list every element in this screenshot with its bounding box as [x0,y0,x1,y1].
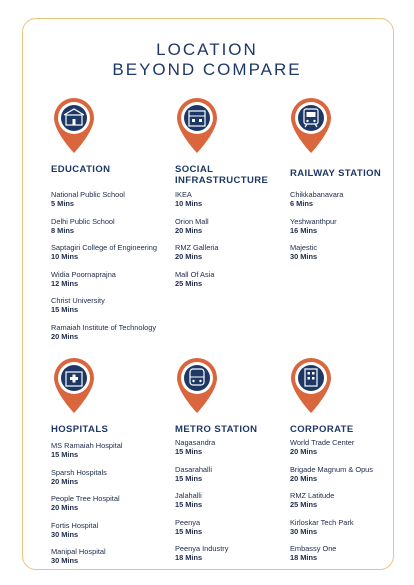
list-item [175,190,219,208]
place-name: Ramaiah Institute of Technology [51,322,157,332]
list-item [51,494,122,512]
travel-time: 30 Mins [290,252,318,261]
travel-time: 25 Mins [175,278,203,288]
place-name: National Public School [51,190,125,199]
category-title: HOSPITALS [51,424,109,435]
list-item [175,438,228,456]
travel-time: 15 Mins [51,450,79,459]
place-name: Jalahalli [175,491,202,500]
travel-time: 20 Mins [51,331,79,341]
place-name: Widia Poornaprajna [51,269,116,279]
category-items [290,438,373,571]
travel-time: 15 Mins [175,473,203,483]
category-items [290,190,343,270]
travel-time: 20 Mins [51,476,79,486]
list-item [290,190,343,208]
travel-time: 25 Mins [290,500,318,509]
category-title: RAILWAY STATION [290,168,382,179]
school-icon [51,96,97,154]
travel-time: 10 Mins [51,252,79,261]
place-name: Yeshwanthpur [290,216,337,226]
list-item [51,468,122,486]
list-item [290,217,343,235]
travel-time: 15 Mins [175,526,203,536]
metro-icon [174,356,220,414]
place-name: Peenya Industry [175,544,229,553]
category-items [51,190,157,349]
list-item [290,243,343,261]
travel-time: 6 Mins [290,199,313,208]
place-name: RMZ Latitude [290,491,335,500]
place-name: Majestic [290,243,318,252]
travel-time: 20 Mins [290,473,318,483]
place-name: Mall Of Asia [175,269,215,279]
travel-time: 10 Mins [175,199,203,208]
list-item [175,243,219,261]
travel-time: 15 Mins [51,305,79,314]
place-name: Christ University [51,296,105,305]
place-name: RMZ Galleria [175,243,219,252]
place-name: Embassy One [290,544,337,553]
list-item [290,491,373,509]
list-item [175,465,228,483]
travel-time: 18 Mins [290,553,318,562]
list-item [175,217,219,235]
place-name: Delhi Public School [51,216,115,226]
place-name: Kirloskar Tech Park [290,517,354,527]
list-item [175,518,228,536]
list-item [290,518,373,536]
list-item [175,270,219,288]
place-name: Sparsh Hospitals [51,467,107,477]
list-item [51,217,157,235]
travel-time: 18 Mins [175,553,203,562]
list-item [51,521,122,539]
list-item [290,438,373,456]
page-title-line1: LOCATION [156,40,258,59]
travel-time: 8 Mins [51,225,74,235]
travel-time: 15 Mins [175,500,203,509]
list-item [51,270,157,288]
travel-time: 20 Mins [175,252,203,261]
list-item [290,465,373,483]
place-name: Nagasandra [175,438,216,447]
list-item [51,323,157,341]
page-title-line2: BEYOND COMPARE [112,60,302,79]
train-icon [288,96,334,154]
place-name: Peenya [175,517,201,527]
place-name: Fortis Hospital [51,520,99,530]
travel-time: 12 Mins [51,278,79,288]
list-item [290,544,373,562]
travel-time: 30 Mins [51,556,79,565]
category-title: EDUCATION [51,164,111,175]
place-name: Chikkabanavara [290,190,344,199]
list-item [51,296,157,314]
list-item [175,544,228,562]
place-name: IKEA [175,190,192,199]
category-items [51,441,122,574]
list-item [51,190,157,208]
category-items [175,190,219,296]
list-item [51,243,157,261]
travel-time: 30 Mins [51,529,79,539]
travel-time: 20 Mins [51,503,79,512]
place-name: Brigade Magnum & Opus [290,464,373,474]
travel-time: 20 Mins [290,447,318,456]
mall-icon [174,96,220,154]
list-item [175,491,228,509]
place-name: Orion Mall [175,216,209,226]
category-title: CORPORATE [290,424,354,435]
list-item [51,441,122,459]
office-icon [288,356,334,414]
place-name: People Tree Hospital [51,494,120,503]
travel-time: 15 Mins [175,447,203,456]
hospital-icon [51,356,97,414]
place-name: MS Ramaiah Hospital [51,441,123,450]
category-title: METRO STATION [175,424,258,435]
place-name: Dasarahalli [175,464,212,474]
category-title: SOCIAL INFRASTRUCTURE [175,164,269,186]
travel-time: 5 Mins [51,199,74,208]
place-name: Saptagiri College of Engineering [51,243,158,252]
travel-time: 20 Mins [175,225,203,235]
place-name: World Trade Center [290,438,355,447]
travel-time: 30 Mins [290,526,318,536]
place-name: Manipal Hospital [51,547,106,556]
category-items [175,438,228,571]
travel-time: 16 Mins [290,225,318,235]
list-item [51,547,122,565]
